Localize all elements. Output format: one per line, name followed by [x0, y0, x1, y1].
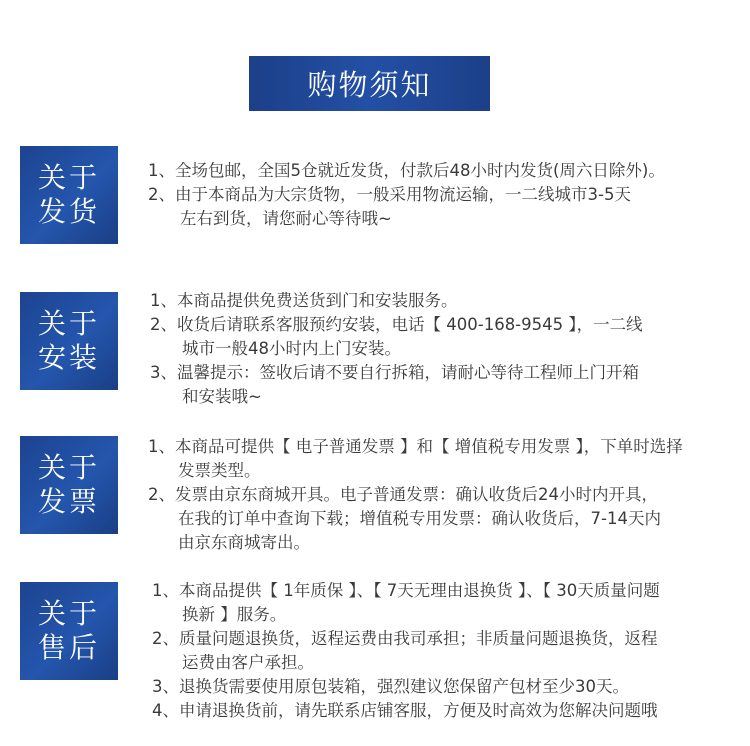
installation-item-3: 3、温馨提示：签收后请不要自行拆箱，请耐心等待工程师上门开箱 和安装哦~: [150, 363, 639, 406]
section-label-after-sales: [20, 582, 118, 680]
after-sales-item-2: 2、质量问题退换货，返程运费由我司承担；非质量问题退换货，返程 运费由客户承担。: [152, 629, 658, 672]
page-title: 购物须知: [249, 56, 490, 111]
after-sales-item-4: 4、申请退换货前，请先联系店铺客服，方便及时高效为您解决问题哦: [152, 701, 658, 720]
invoice-item-1: 1、本商品可提供【 电子普通发票 】和【 增值税专用发票 】，下单时选择 发票类型。: [148, 437, 683, 480]
section-label-line2: 安装: [37, 341, 100, 374]
section-label-line1: 关于: [37, 161, 100, 194]
section-label-line1: 关于: [37, 307, 100, 340]
shipping-item-2: 2、由于本商品为大宗货物，一般采用物流运输，一二线城市3-5天 左右到货，请您耐心等待哦~: [148, 185, 631, 228]
section-label-line2: 发货: [37, 195, 100, 228]
section-label-line1: 关于: [37, 451, 100, 484]
invoice-item-2: 2、发票由京东商城开具。电子普通发票：确认收货后24小时内开具， 在我的订单中查询下载；增值税专用发票：确认收货后，7-14天内 由京东商城寄出。: [148, 485, 661, 552]
section-label-installation: [20, 292, 118, 390]
installation-item-1: 1、本商品提供免费送货到门和安装服务。: [150, 291, 458, 310]
section-label-shipping: [20, 146, 118, 244]
shipping-item-1: 1、全场包邮，全国5仓就近发货，付款后48小时内发货(周六日除外)。: [148, 161, 665, 180]
section-label-line2: 发票: [37, 485, 100, 518]
installation-item-2: 2、收货后请联系客服预约安装，电话【 400-168-9545 】，一二线 城市一般48小时内上门安装。: [150, 315, 643, 358]
section-label-line2: 售后: [37, 631, 100, 664]
after-sales-item-3: 3、退换货需要使用原包装箱，强烈建议您保留产包材至少30天。: [152, 677, 629, 696]
section-label-invoice: [20, 436, 118, 534]
after-sales-item-1: 1、本商品提供【 1年质保 】、【 7天无理由退换货 】、【 30天质量问题 换新 】服务。: [152, 581, 660, 624]
section-label-line1: 关于: [37, 597, 100, 630]
